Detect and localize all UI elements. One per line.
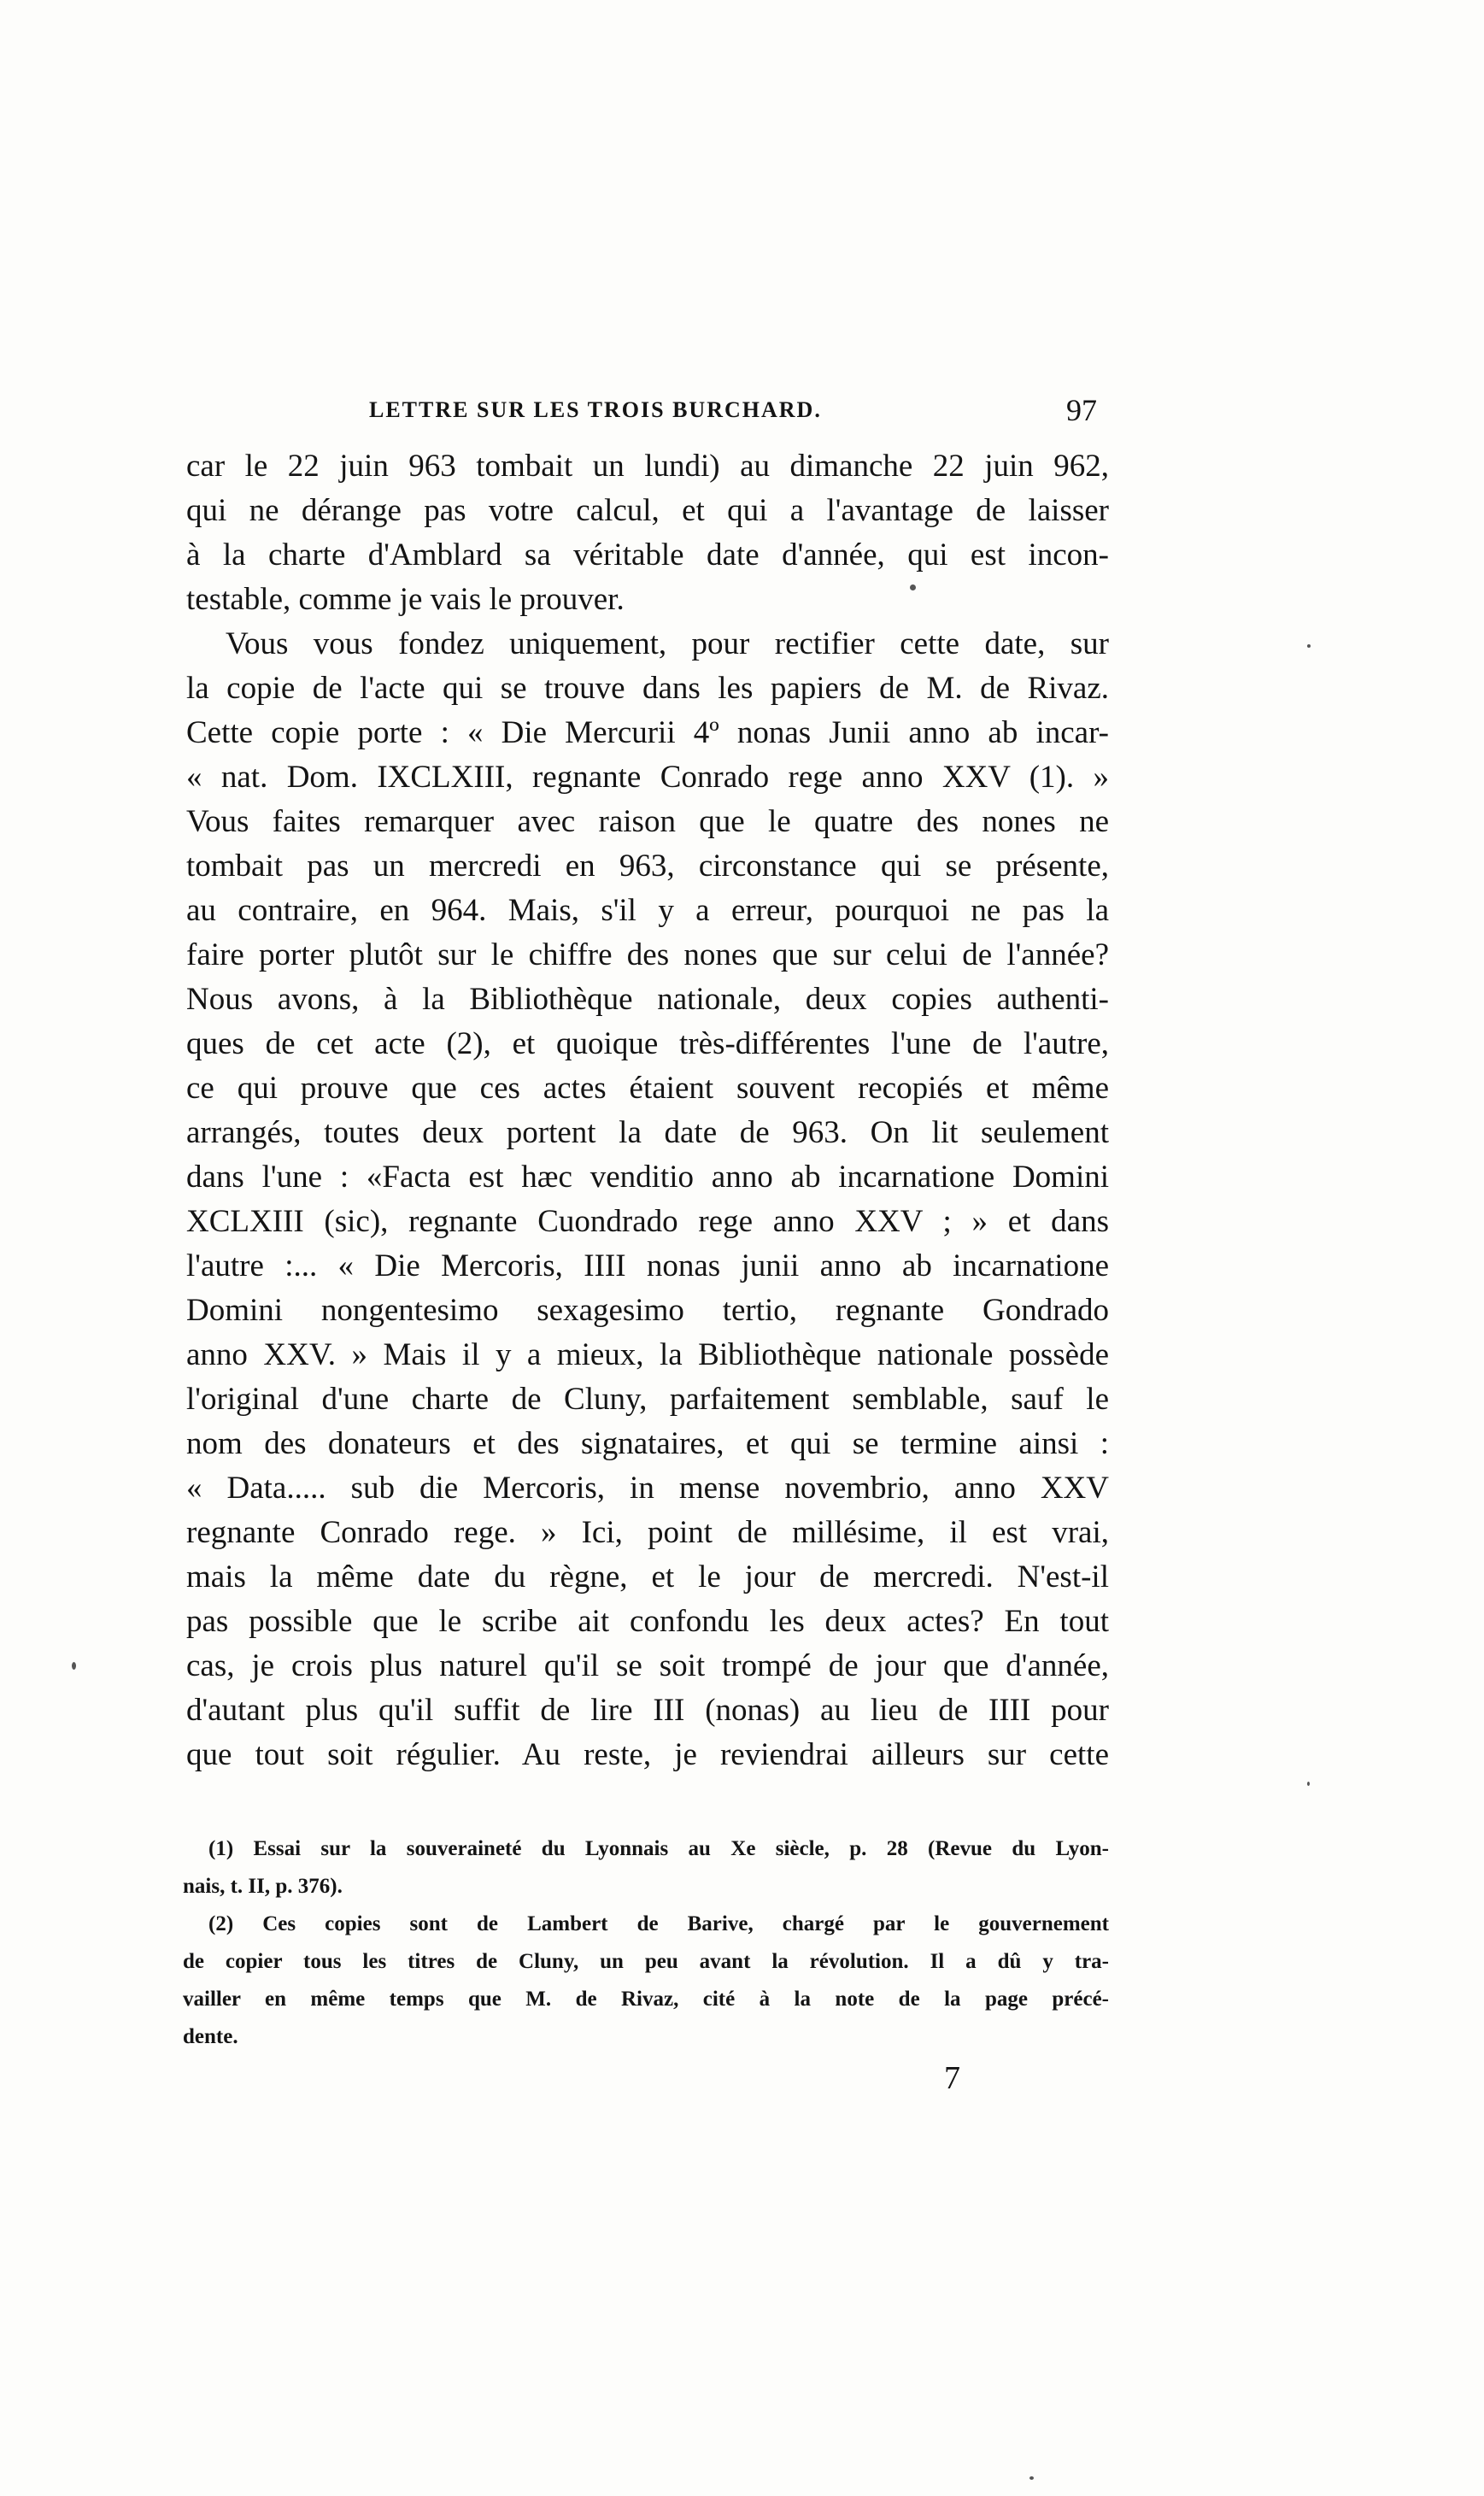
text-line: dans l'une : «Facta est hæc venditio anno ab incarnatione Domini <box>186 1160 1109 1195</box>
text-line: nom des donateurs et des signataires, et qui se termine ainsi : <box>186 1426 1109 1461</box>
text-line: testable, comme je vais le prouver. <box>186 582 625 617</box>
footnote-line: dente. <box>183 2025 238 2048</box>
footnotes <box>183 1830 1109 2056</box>
text-line: XCLXIII (sic), regnante Cuondrado rege anno XXV ; » et dans <box>186 1204 1109 1239</box>
text-line: faire porter plutôt sur le chiffre des nones que sur celui de l'année? <box>186 937 1109 972</box>
text-line: à la charte d'Amblard sa véritable date d'année, qui est incon- <box>186 537 1109 573</box>
footnote-line: vailler en même temps que M. de Rivaz, cité à la note de la page précé- <box>183 1988 1109 2011</box>
text-line: l'original d'une charte de Cluny, parfaitement semblable, sauf le <box>186 1382 1109 1417</box>
text-line: ce qui prouve que ces actes étaient souvent recopiés et même <box>186 1071 1109 1106</box>
text-line: Cette copie porte : « Die Mercurii 4º nonas Junii anno ab incar- <box>186 715 1109 750</box>
text-line: arrangés, toutes deux portent la date de 963. On lit seulement <box>186 1115 1109 1150</box>
text-line: au contraire, en 964. Mais, s'il y a erreur, pourquoi ne pas la <box>186 893 1109 928</box>
text-line: « nat. Dom. IXCLXIII, regnante Conrado rege anno XXV (1). » <box>186 760 1109 795</box>
text-line: Vous vous fondez uniquement, pour rectifier cette date, sur <box>226 626 1109 661</box>
text-line: l'autre :... « Die Mercoris, IIII nonas junii anno ab incarnatione <box>186 1248 1109 1283</box>
text-line: la copie de l'acte qui se trouve dans les papiers de M. de Rivaz. <box>186 671 1109 706</box>
text-line: Domini nongentesimo sexagesimo tertio, regnante Gondrado <box>186 1293 1109 1328</box>
speck <box>910 584 916 590</box>
text-line: pas possible que le scribe ait confondu les deux actes? En tout <box>186 1604 1109 1639</box>
text-line: ques de cet acte (2), et quoique très-différentes l'une de l'autre, <box>186 1026 1109 1061</box>
text-line: « Data..... sub die Mercoris, in mense novembrio, anno XXV <box>186 1471 1109 1506</box>
speck <box>1307 1782 1310 1786</box>
body-text <box>186 444 1109 1777</box>
text-line: mais la même date du règne, et le jour de mercredi. N'est-il <box>186 1559 1109 1595</box>
footnote-line: nais, t. II, p. 376). <box>183 1875 343 1898</box>
text-line: que tout soit régulier. Au reste, je reviendrai ailleurs sur cette <box>186 1737 1109 1772</box>
footnote-line: (1) Essai sur la souveraineté du Lyonnais au Xe siècle, p. 28 (Revue du Lyon- <box>208 1837 1109 1860</box>
text-line: car le 22 juin 963 tombait un lundi) au dimanche 22 juin 962, <box>186 449 1109 484</box>
text-line: tombait pas un mercredi en 963, circonstance qui se présente, <box>186 849 1109 884</box>
text-line: anno XXV. » Mais il y a mieux, la Bibliothèque nationale possède <box>186 1337 1109 1372</box>
text-line: cas, je crois plus naturel qu'il se soit trompé de jour que d'année, <box>186 1648 1109 1683</box>
text-line: Nous avons, à la Bibliothèque nationale, deux copies authenti- <box>186 982 1109 1017</box>
text-line: qui ne dérange pas votre calcul, et qui a l'avantage de laisser <box>186 493 1109 528</box>
text-line: d'autant plus qu'il suffit de lire III (nonas) au lieu de IIII pour <box>186 1693 1109 1728</box>
text-line: Vous faites remarquer avec raison que le quatre des nones ne <box>186 804 1109 839</box>
running-title: LETTRE SUR LES TROIS BURCHARD. <box>369 397 822 422</box>
footnote-line: de copier tous les titres de Cluny, un peu avant la révolution. Il a dû y tra- <box>183 1950 1109 1973</box>
text-line: regnante Conrado rege. » Ici, point de millésime, il est vrai, <box>186 1515 1109 1550</box>
speck <box>1307 644 1311 648</box>
page-number: 97 <box>1066 393 1097 427</box>
signature-mark: 7 <box>944 2060 960 2096</box>
running-head <box>0 393 1484 432</box>
speck <box>1029 2476 1034 2480</box>
footnote-line: (2) Ces copies sont de Lambert de Barive, chargé par le gouvernement <box>208 1912 1109 1935</box>
speck <box>72 1662 76 1670</box>
